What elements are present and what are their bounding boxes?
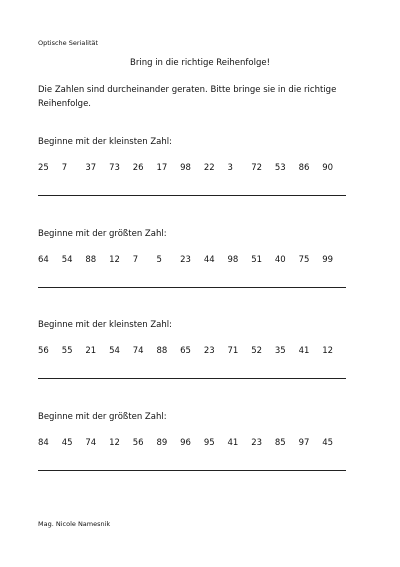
- number-item: 98: [227, 255, 239, 265]
- number-item: 40: [274, 255, 286, 265]
- number-item: 22: [203, 163, 215, 173]
- number-item: 12: [322, 346, 334, 356]
- number-row: [38, 346, 358, 356]
- number-item: 53: [274, 163, 286, 173]
- number-item: 71: [227, 346, 239, 356]
- number-item: 88: [156, 346, 168, 356]
- number-item: 88: [85, 255, 97, 265]
- number-item: 51: [251, 255, 263, 265]
- exercise-section: [38, 412, 358, 448]
- answer-line[interactable]: [38, 195, 346, 196]
- answer-line[interactable]: [38, 287, 346, 288]
- number-item: 41: [298, 346, 310, 356]
- number-item: 54: [61, 255, 73, 265]
- exercise-instruction: Beginne mit der kleinsten Zahl:: [38, 320, 173, 330]
- number-item: 45: [61, 438, 73, 448]
- number-item: 56: [38, 346, 49, 356]
- header-topic: Optische Serialität: [38, 39, 99, 47]
- number-item: 98: [180, 163, 191, 173]
- number-item: 35: [274, 346, 286, 356]
- number-item: 52: [251, 346, 263, 356]
- number-item: 96: [180, 438, 191, 448]
- number-row: [38, 163, 358, 173]
- answer-line[interactable]: [38, 470, 346, 471]
- exercise-section: [38, 320, 358, 356]
- number-item: 5: [156, 255, 162, 265]
- number-item: 97: [298, 438, 310, 448]
- number-item: 21: [85, 346, 97, 356]
- number-item: 72: [251, 163, 263, 173]
- number-item: 3: [227, 163, 233, 173]
- number-item: 41: [227, 438, 239, 448]
- number-item: 75: [298, 255, 310, 265]
- number-item: 25: [38, 163, 49, 173]
- number-item: 84: [38, 438, 49, 448]
- exercise-instruction: Beginne mit der größten Zahl:: [38, 229, 167, 239]
- number-item: 54: [109, 346, 120, 356]
- exercise-section: [38, 229, 358, 265]
- exercise-instruction: Beginne mit der kleinsten Zahl:: [38, 137, 173, 147]
- intro-text: Die Zahlen sind durcheinander geraten. Bitte bringe sie in die richtige Reihenfolge.: [38, 85, 337, 109]
- number-item: 23: [251, 438, 263, 448]
- number-item: 23: [180, 255, 191, 265]
- number-item: 55: [61, 346, 73, 356]
- number-item: 7: [132, 255, 139, 265]
- number-item: 85: [274, 438, 286, 448]
- number-item: 74: [85, 438, 97, 448]
- number-item: 99: [322, 255, 334, 265]
- footer-author: Mag. Nicole Namesnik: [38, 520, 111, 528]
- number-item: 90: [322, 163, 334, 173]
- number-row: [38, 438, 358, 448]
- number-item: 44: [203, 255, 215, 265]
- number-item: 17: [156, 163, 168, 173]
- number-item: 74: [132, 346, 144, 356]
- number-item: 64: [38, 255, 49, 265]
- answer-line[interactable]: [38, 378, 346, 379]
- number-item: 26: [132, 163, 144, 173]
- number-item: 12: [109, 438, 120, 448]
- exercise-section: [38, 137, 358, 173]
- page-title: Bring in die richtige Reihenfolge!: [130, 58, 270, 68]
- number-item: 65: [180, 346, 191, 356]
- number-item: 23: [203, 346, 215, 356]
- number-item: 86: [298, 163, 310, 173]
- number-item: 89: [156, 438, 168, 448]
- number-item: 95: [203, 438, 215, 448]
- number-item: 73: [109, 163, 120, 173]
- number-item: 37: [85, 163, 97, 173]
- number-item: 45: [322, 438, 334, 448]
- exercise-instruction: Beginne mit der größten Zahl:: [38, 412, 167, 422]
- number-row: [38, 255, 358, 265]
- number-item: 56: [132, 438, 144, 448]
- number-item: 12: [109, 255, 120, 265]
- number-item: 7: [61, 163, 68, 173]
